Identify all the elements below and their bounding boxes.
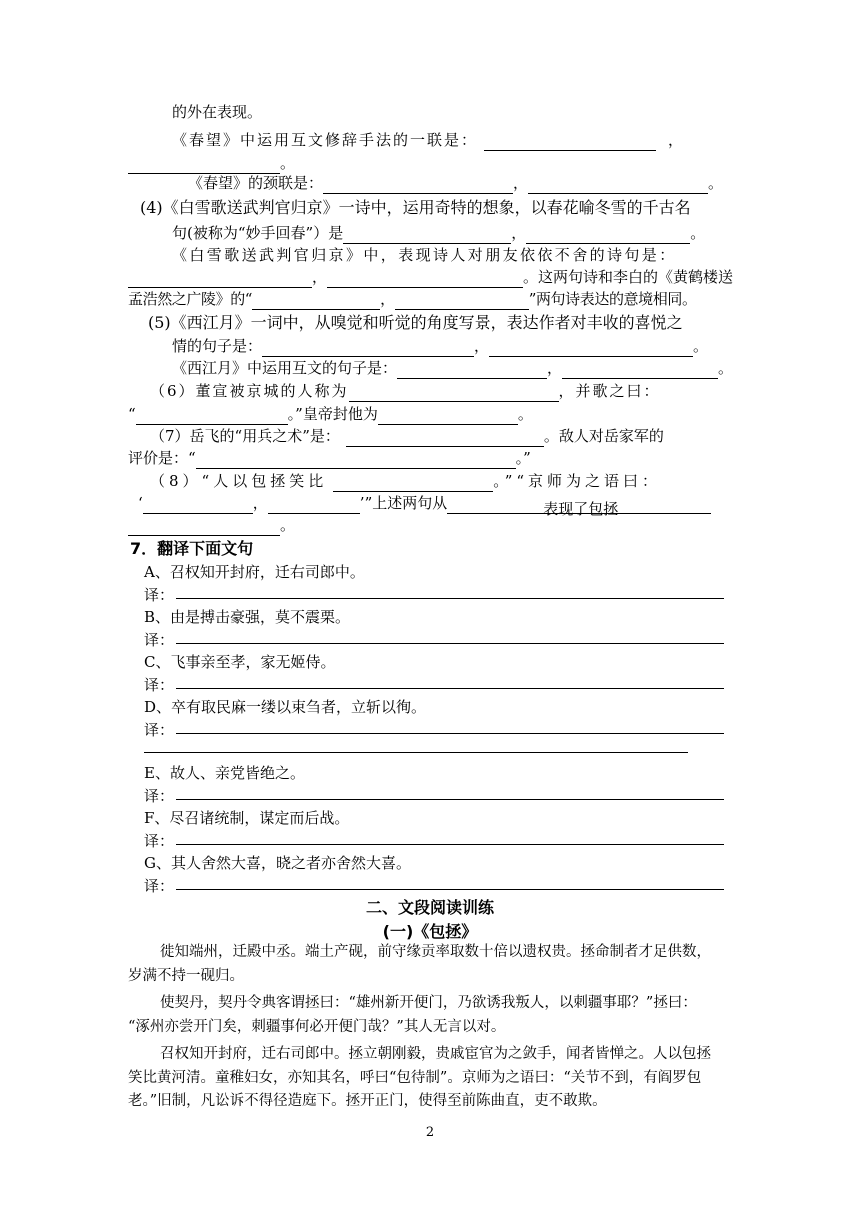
text: “: [128, 405, 136, 423]
text: ”两句诗表达的意境相同。: [528, 290, 697, 308]
text: ，: [513, 174, 529, 192]
text: 《春望》中运用互文修辞手法的一联是：: [172, 131, 479, 149]
translate-item-f: F、尽召诸统制，谋定而后战。: [144, 809, 350, 827]
answer-blank[interactable]: [484, 134, 656, 151]
text: 《西江月》中运用互文的句子是：: [172, 359, 398, 377]
translate-item-e: E、故人、亲党皆绝之。: [144, 764, 305, 782]
answer-blank[interactable]: [526, 227, 690, 244]
text: ，: [547, 359, 563, 377]
passage-line: 召权知开封府，迁右司郎中。拯立朝刚毅，贵戚宦官为之敛手，闻者皆惮之。人以包拯: [160, 1046, 711, 1062]
answer-blank[interactable]: [327, 271, 523, 288]
translate-prefix: 译：: [144, 832, 175, 850]
text: 评价是：“: [128, 449, 196, 467]
answer-blank[interactable]: [333, 475, 493, 492]
text: 情的句子是：: [172, 337, 263, 355]
answer-blank[interactable]: [196, 452, 516, 469]
question-line: [128, 266, 733, 288]
question-line: [172, 244, 677, 266]
question-line: [172, 222, 705, 244]
text: 。: [280, 154, 296, 172]
text: 。: [280, 516, 296, 534]
question-line: [188, 172, 723, 194]
question-line: [172, 335, 708, 357]
text: 表现了包拯: [543, 500, 619, 518]
text: ‘: [138, 494, 143, 512]
text: (4)《白雪歌送武判官归京》一诗中，运用奇特的想象，以春花喻冬雪的千古名: [140, 198, 691, 217]
text: ，: [252, 494, 268, 512]
text: 。敌人对岳家军的: [543, 427, 664, 445]
answer-blank[interactable]: [489, 340, 693, 357]
question-line: [128, 288, 697, 310]
section-heading: 二、文段阅读训练: [365, 898, 494, 917]
text: (5)《西江月》一词中，从嗅觉和听觉的角度写景，表达作者对丰收的喜悦之: [148, 313, 683, 332]
translate-prefix: 译：: [144, 787, 175, 805]
question-line: [128, 514, 295, 536]
answer-line[interactable]: [176, 799, 724, 800]
passage-line: 笑比黄河清。童稚妇女，亦知其名，呼曰“包待制”。京师为之语曰：“关节不到，有阎罗包: [128, 1070, 702, 1086]
text: 。: [693, 337, 709, 355]
answer-blank[interactable]: [562, 362, 718, 379]
answer-blank[interactable]: [268, 497, 360, 514]
answer-blank[interactable]: [128, 519, 280, 536]
answer-blank[interactable]: [395, 293, 529, 310]
text: 《春望》的颈联是：: [188, 174, 324, 192]
text: ，: [474, 337, 490, 355]
translate-item-c: C、飞事亲至孝，家无姬侍。: [144, 653, 336, 671]
answer-line[interactable]: [176, 643, 724, 644]
answer-line[interactable]: [144, 752, 688, 753]
answer-line[interactable]: [176, 733, 724, 734]
answer-blank[interactable]: [447, 498, 711, 518]
translate-prefix: 译：: [144, 721, 175, 739]
translate-item-b: B、由是搏击豪强，莫不震栗。: [144, 608, 351, 626]
text: ，并歌之曰：: [558, 382, 661, 400]
text: ’”上述两句从: [359, 494, 448, 512]
text: 。: [517, 405, 533, 423]
passage-title: (一)《包拯》: [382, 922, 478, 941]
text: （6）董宣被京城的人称为: [150, 382, 349, 400]
passage-line: “涿州亦尝开门矣，刺疆事何必开便门哉？”其人无言以对。: [128, 1019, 506, 1035]
question-line: [150, 425, 664, 447]
answer-line[interactable]: [176, 844, 724, 845]
question-title: 7．翻译下面文句: [130, 539, 254, 558]
answer-blank[interactable]: [323, 177, 513, 194]
translate-prefix: 译：: [144, 631, 175, 649]
text: 。”: [515, 449, 531, 467]
answer-blank[interactable]: [262, 340, 474, 357]
text: 。: [718, 359, 734, 377]
question-line: [172, 129, 685, 151]
answer-blank[interactable]: [128, 271, 312, 288]
answer-blank[interactable]: [136, 408, 288, 425]
text: 。这两句诗和李白的《黄鹤楼送: [523, 268, 734, 286]
question-line: [128, 152, 295, 174]
answer-line[interactable]: [176, 688, 724, 689]
text: （8）“人以包拯笑比: [150, 472, 328, 490]
text: 。”皇帝封他为: [287, 405, 378, 423]
text: 。”“京师为之语曰：: [493, 472, 662, 490]
answer-blank[interactable]: [346, 430, 544, 447]
passage-line: 徙知端州，迁殿中丞。端土产砚，前守缘贡率取数十倍以遗权贵。拯命制者才足供数，: [160, 944, 711, 960]
translate-prefix: 译：: [144, 877, 175, 895]
text: 《白雪歌送武判官归京》中，表现诗人对朋友依依不舍的诗句是：: [172, 246, 677, 264]
page-number: 2: [425, 1125, 435, 1140]
translate-prefix: 译：: [144, 676, 175, 694]
answer-blank[interactable]: [349, 385, 559, 402]
question-line: [128, 447, 531, 469]
text: 。: [708, 174, 724, 192]
text: 的外在表现。: [172, 103, 263, 121]
translate-item-d: D、卒有取民麻一缕以束刍者，立斩以徇。: [144, 698, 427, 716]
answer-line[interactable]: [176, 889, 724, 890]
translate-item-g: G、其人舍然大喜，晓之者亦舍然大喜。: [144, 854, 411, 872]
question-line: [138, 492, 711, 518]
text: ，: [511, 224, 527, 242]
answer-blank[interactable]: [378, 408, 518, 425]
translate-prefix: 译：: [144, 586, 175, 604]
answer-blank[interactable]: [143, 497, 253, 514]
text: ，: [668, 131, 686, 149]
question-line: [150, 470, 661, 492]
question-line: [172, 357, 733, 379]
answer-line[interactable]: [176, 598, 724, 599]
text: ，: [312, 268, 328, 286]
text: 句(被称为“妙手回春”）是: [172, 224, 344, 242]
text: ，: [380, 290, 395, 308]
passage-line: 岁满不持一砚归。: [128, 968, 244, 984]
answer-blank[interactable]: [397, 362, 547, 379]
question-line: [128, 403, 533, 425]
answer-blank[interactable]: [528, 177, 708, 194]
text: 孟浩然之广陵》的“: [128, 290, 253, 308]
passage-line: 使契丹，契丹令典客谓拯曰：“雄州新开便门，乃欲诱我叛人，以刺疆事耶？”拯曰：: [160, 995, 697, 1011]
text: （7）岳飞的“用兵之术”是：: [150, 427, 340, 445]
answer-blank[interactable]: [343, 227, 511, 244]
text: 。: [690, 224, 706, 242]
text-line: [172, 101, 262, 123]
question-line: [148, 312, 683, 334]
passage-line: 老。”旧制，凡讼诉不得径造庭下。拯开正门，使得至前陈曲直，吏不敢欺。: [128, 1093, 607, 1109]
question-line: [140, 197, 691, 219]
answer-blank[interactable]: [252, 293, 380, 310]
translate-item-a: A、召权知开封府，迁右司郎中。: [144, 563, 365, 581]
question-line: [150, 380, 661, 402]
